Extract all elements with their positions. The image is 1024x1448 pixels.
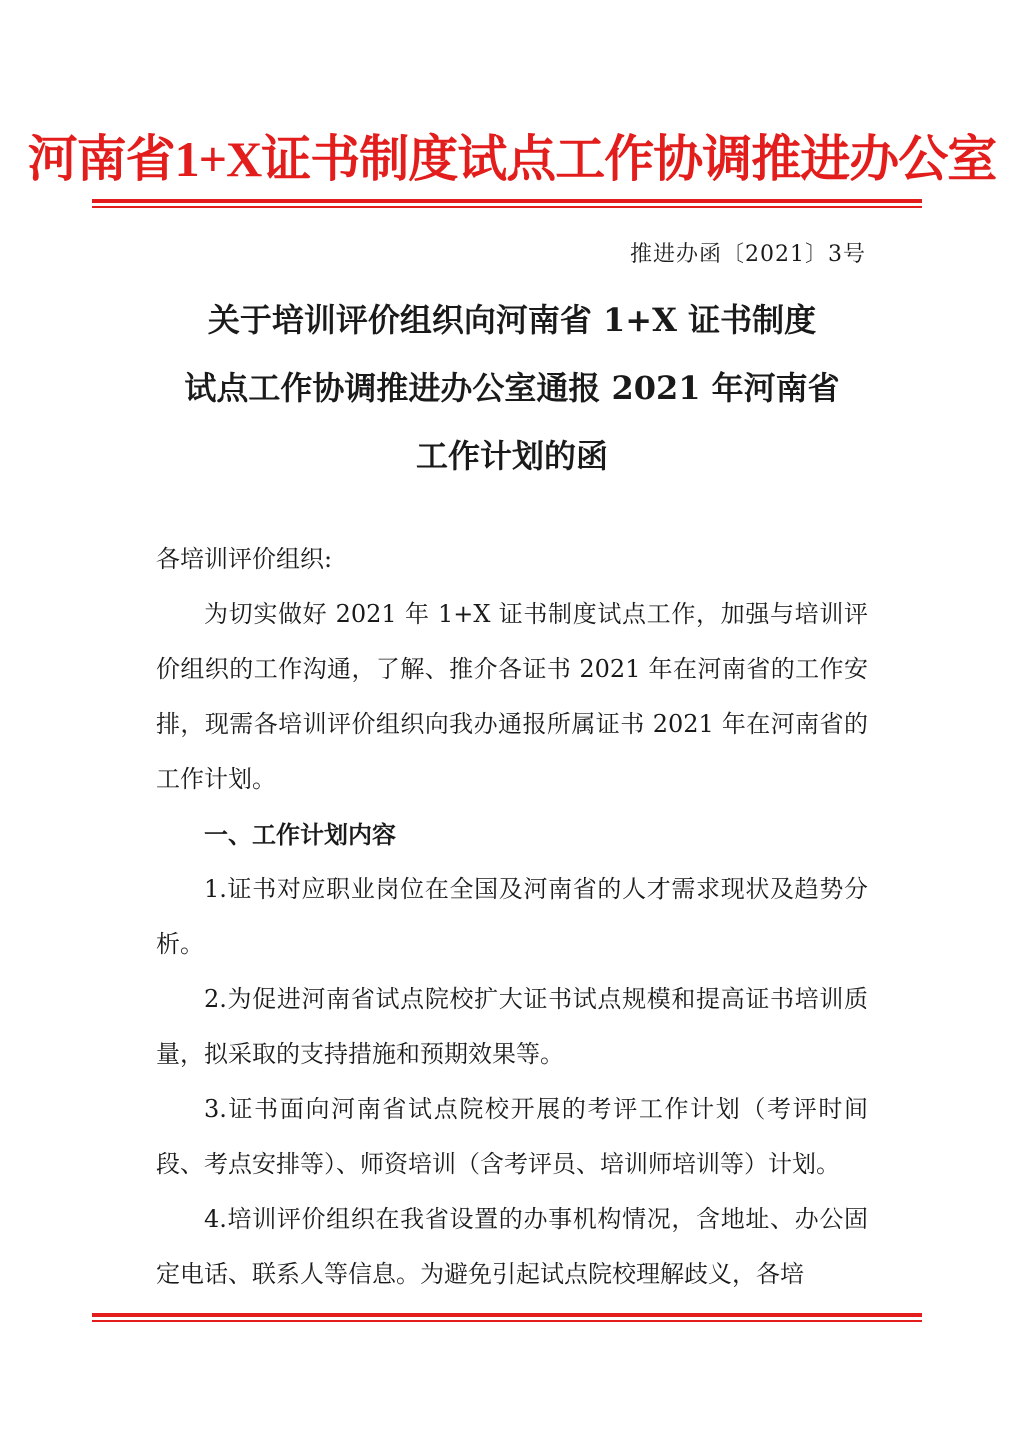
section-heading: 一、工作计划内容 [204, 820, 396, 849]
document-number: 推进办函〔2021〕3号 [630, 242, 866, 267]
intro-paragraph: 为切实做好 2021 年 1+X 证书制度试点工作，加强与培训评价组织的工作沟通，了解、推介各证书 2021 年在河南省的工作安排，现需各培训评价组织向我办通报所属证书 2021 年在河南省的工作计划。 [156, 600, 868, 793]
salutation: 各培训评价组织: [156, 545, 333, 573]
document-title-line: 试点工作协调推进办公室通报 2021 年河南省 [184, 369, 840, 407]
footer-red-rule [92, 1313, 922, 1322]
document-title-line: 工作计划的函 [415, 437, 608, 475]
document-body [156, 532, 868, 1302]
list-item: 3.证书面向河南省试点院校开展的考评工作计划（考评时间段、考点安排等）、师资培训（含考评员、培训师培训等）计划。 [156, 1095, 868, 1178]
document-title-line: 关于培训评价组织向河南省 1+X 证书制度 [207, 301, 817, 339]
document-title [100, 286, 924, 490]
list-item: 2.为促进河南省试点院校扩大证书试点规模和提高证书培训质量，拟采取的支持措施和预期效果等。 [156, 985, 868, 1068]
list-item: 4.培训评价组织在我省设置的办事机构情况，含地址、办公固定电话、联系人等信息。为避免引起试点院校理解歧义，各培 [156, 1205, 868, 1288]
header-red-rule [92, 199, 922, 208]
list-item: 1.证书对应职业岗位在全国及河南省的人才需求现状及趋势分析。 [156, 875, 868, 958]
office-header-title: 河南省1+X证书制度试点工作协调推进办公室 [27, 131, 997, 187]
